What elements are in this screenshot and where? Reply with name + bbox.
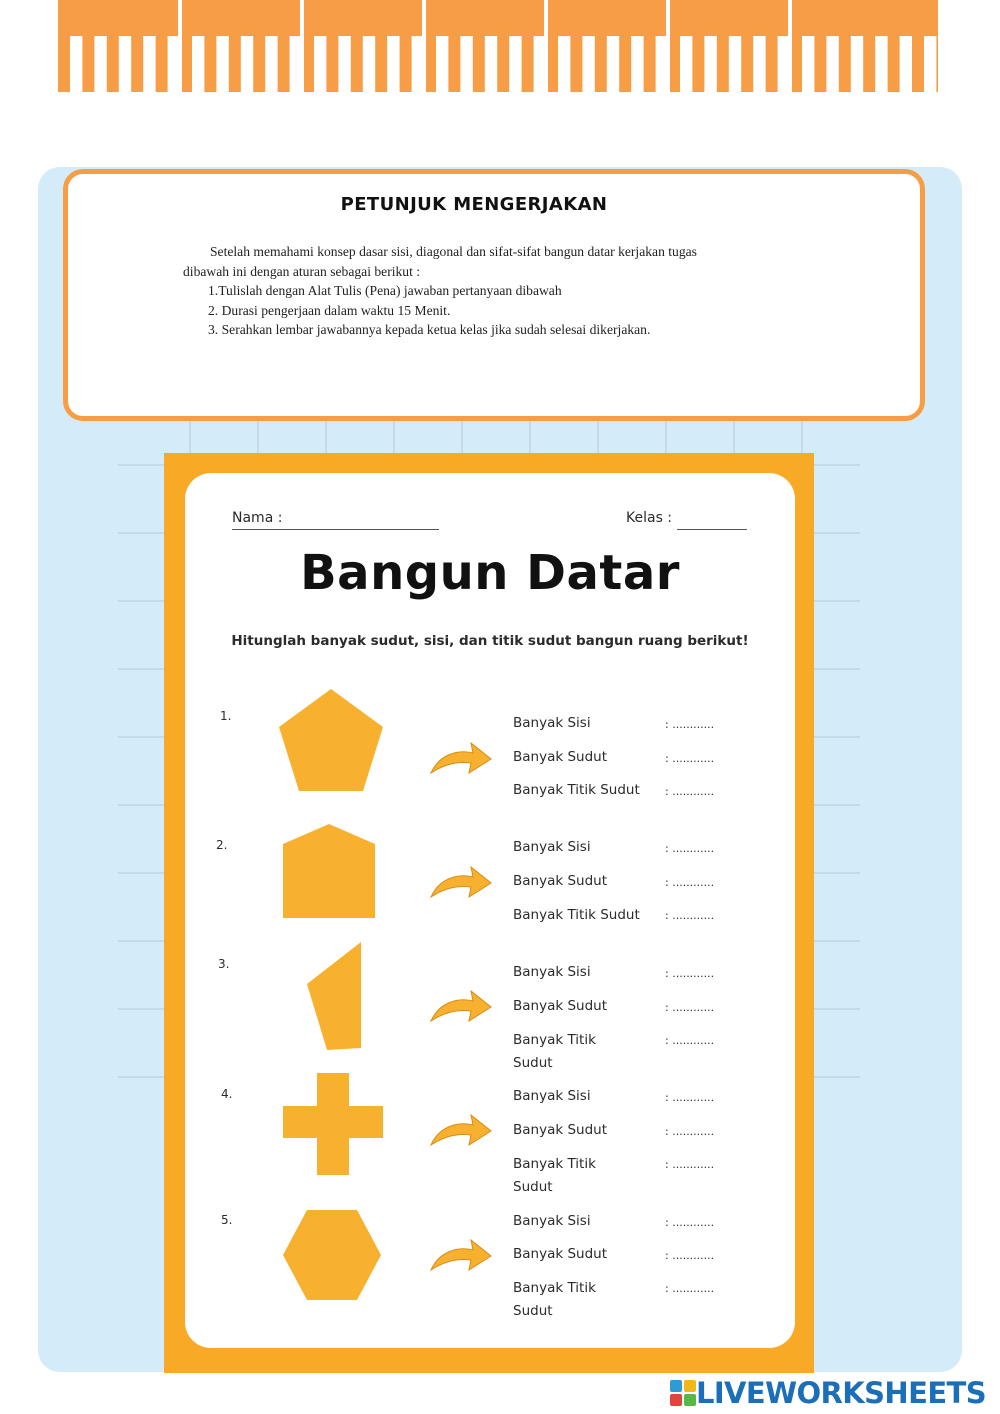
item-4-label-4: Sudut xyxy=(513,1179,553,1195)
logo-text: LIVEWORKSHEETS xyxy=(695,1376,986,1410)
item-4-label-2: Banyak Sudut xyxy=(513,1122,608,1138)
arrow-curved-right-icon xyxy=(429,741,493,779)
house-pentagon-shape xyxy=(281,822,377,920)
answer-blank: : ............ xyxy=(665,785,715,798)
item-number: 2. xyxy=(216,838,228,852)
instructions-rule-2: 2. Durasi pengerjaan dalam waktu 15 Menit. xyxy=(208,302,451,318)
item-5-label-2: Banyak Sudut xyxy=(513,1246,608,1262)
answer-blank: : ............ xyxy=(665,909,715,922)
answer-blank: : ............ xyxy=(665,1158,715,1171)
answer-blank: : ............ xyxy=(665,752,715,765)
pentagon-shape xyxy=(275,687,387,795)
item-1-label-2: Banyak Sudut xyxy=(513,749,608,765)
instructions-text xyxy=(183,242,823,340)
name-answer-line xyxy=(232,529,439,530)
answer-blank: : ............ xyxy=(665,842,715,855)
answer-blank: : ............ xyxy=(665,1216,715,1229)
arrow-curved-right-icon xyxy=(429,865,493,903)
worksheet-image xyxy=(164,453,814,1373)
liveworksheets-logo-icon xyxy=(670,1380,696,1406)
item-5-label-1: Banyak Sisi xyxy=(513,1213,591,1229)
answer-blank: : ............ xyxy=(665,1282,715,1295)
instructions-title: PETUNJUK MENGERJAKAN xyxy=(340,194,608,215)
answer-blank: : ............ xyxy=(665,718,715,731)
item-2-label-3: Banyak Titik Sudut xyxy=(513,907,640,923)
name-label: Nama : xyxy=(232,510,283,526)
class-label: Kelas : xyxy=(626,510,673,526)
cross-shape xyxy=(281,1071,385,1177)
instructions-intro-line1: Setelah memahami konsep dasar sisi, diagonal dan sifat-sifat bangun datar kerjakan tugas xyxy=(210,244,697,259)
irregular-quadrilateral-shape xyxy=(303,940,365,1052)
item-number: 5. xyxy=(221,1213,233,1227)
instructions-rule-1: 1.Tulislah dengan Alat Tulis (Pena) jawaban pertanyaan dibawah xyxy=(208,283,562,299)
item-3-label-2: Banyak Sudut xyxy=(513,998,608,1014)
liveworksheets-logo[interactable] xyxy=(670,1376,986,1410)
item-number: 4. xyxy=(221,1087,233,1101)
instructions-intro-line2: dibawah ini dengan aturan sebagai berikut : xyxy=(183,263,421,279)
item-1-label-3: Banyak Titik Sudut xyxy=(513,782,640,798)
item-2-label-1: Banyak Sisi xyxy=(513,839,591,855)
class-answer-line xyxy=(677,529,747,530)
arrow-curved-right-icon xyxy=(429,1113,493,1151)
answer-blank: : ............ xyxy=(665,1091,715,1104)
answer-blank: : ............ xyxy=(665,1001,715,1014)
worksheet-title: Bangun Datar xyxy=(300,545,680,601)
answer-blank: : ............ xyxy=(665,1034,715,1047)
item-2-label-2: Banyak Sudut xyxy=(513,873,608,889)
item-3-label-1: Banyak Sisi xyxy=(513,964,591,980)
item-3-label-3: Banyak Titik xyxy=(513,1032,596,1048)
answer-blank: : ............ xyxy=(665,967,715,980)
instructions-box xyxy=(63,169,925,421)
answer-blank: : ............ xyxy=(665,1249,715,1262)
arrow-curved-right-icon xyxy=(429,989,493,1027)
item-3-label-4: Sudut xyxy=(513,1055,553,1071)
item-4-label-3: Banyak Titik xyxy=(513,1156,596,1172)
item-number: 1. xyxy=(220,709,232,723)
item-5-label-4: Sudut xyxy=(513,1303,553,1319)
arrow-curved-right-icon xyxy=(429,1238,493,1276)
answer-blank: : ............ xyxy=(665,1125,715,1138)
worksheet-subtitle: Hitunglah banyak sudut, sisi, dan titik sudut bangun ruang berikut! xyxy=(231,633,749,649)
item-number: 3. xyxy=(218,957,230,971)
item-1-label-1: Banyak Sisi xyxy=(513,715,591,731)
item-4-label-1: Banyak Sisi xyxy=(513,1088,591,1104)
answer-blank: : ............ xyxy=(665,876,715,889)
hexagon-shape xyxy=(281,1208,383,1302)
worksheet-card xyxy=(185,473,795,1348)
ruler-decoration xyxy=(58,0,938,92)
instructions-rule-3: 3. Serahkan lembar jawabannya kepada ketua kelas jika sudah selesai dikerjakan. xyxy=(208,322,651,338)
item-5-label-3: Banyak Titik xyxy=(513,1280,596,1296)
